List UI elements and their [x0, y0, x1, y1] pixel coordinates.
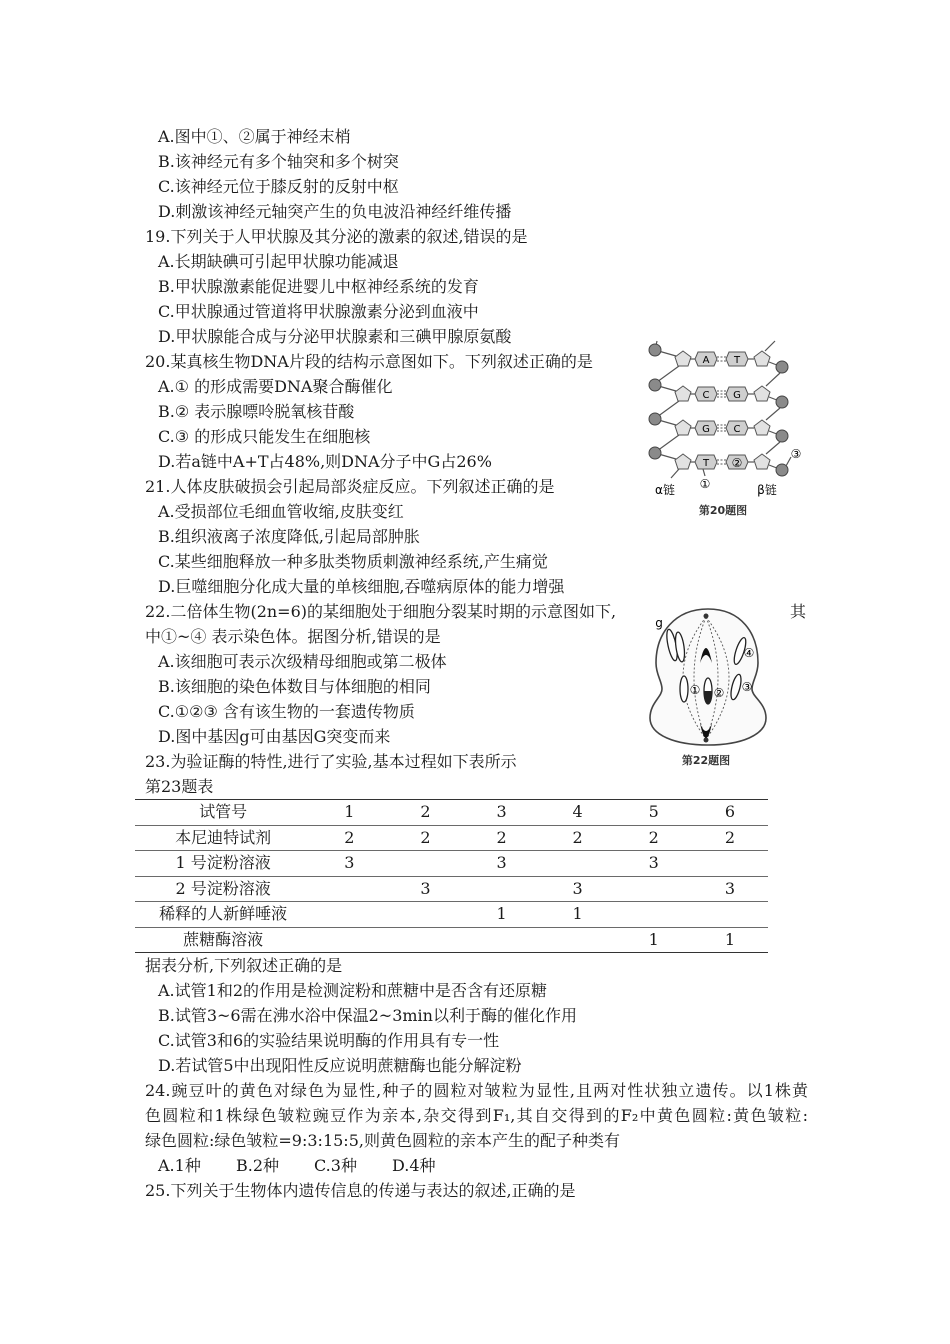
chromosome-1	[680, 676, 688, 702]
q18-option-d: D.刺激该神经元轴突产生的负电波沿神经纤维传播	[158, 202, 512, 221]
deoxyribose	[754, 351, 770, 366]
q18-option-c: C.该神经元位于膝反射的反射中枢	[158, 177, 399, 196]
gene-g-label: g	[655, 616, 663, 630]
table-row	[135, 927, 768, 953]
base-letter: G	[702, 424, 710, 435]
table-cell	[387, 902, 463, 928]
q18-option-a: A.图中①、②属于神经末梢	[158, 127, 351, 146]
q22-option-c: C.①②③ 含有该生物的一套遗传物质	[158, 702, 415, 721]
q22-option-a: A.该细胞可表示次级精母细胞或第二极体	[158, 652, 447, 671]
q24-stem-line-1	[0, 1078, 950, 1103]
table-cell: 1	[540, 902, 616, 928]
centriole-top	[704, 614, 709, 619]
table-cell	[540, 851, 616, 877]
alpha-strand-label: α链	[655, 483, 675, 497]
table-cell	[692, 851, 768, 877]
chromosome-3-label: ③	[741, 680, 753, 694]
phosphate	[649, 344, 661, 356]
table-header-cell: 6	[692, 800, 768, 826]
q23-option-b: B.试管3~6需在沸水浴中保温2~3min以利于酶的催化作用	[158, 1006, 577, 1025]
chromosome-1-label: ①	[689, 683, 701, 697]
q22-option-d: D.图中基因g可由基因G突变而来	[158, 727, 391, 746]
deoxyribose	[754, 386, 770, 401]
q22-stem-line-2: 中①~④ 表示染色体。据图分析,错误的是	[145, 627, 441, 646]
base-letter: C	[733, 424, 741, 435]
table-header-cell: 3	[463, 800, 539, 826]
base-letter: T	[702, 458, 710, 469]
base-letter: G	[733, 390, 741, 401]
base-pair-row	[649, 447, 788, 478]
deoxyribose	[675, 454, 691, 469]
q19-option-c: C.甲状腺通过管道将甲状腺激素分泌到血液中	[158, 302, 479, 321]
q22-stem-text: 22.二倍体生物(2n=6)的某细胞处于细胞分裂某时期的示意图如下,	[145, 602, 617, 621]
table-row-label: 2 号淀粉溶液	[135, 876, 311, 902]
table-cell	[463, 876, 539, 902]
base-letter: T	[733, 355, 741, 366]
marker-2-label: ②	[731, 456, 743, 470]
q22-stem-line-end: 其	[790, 602, 807, 621]
q20-option-d: D.若a链中A+T占48%,则DNA分子中G占26%	[158, 452, 492, 471]
q24-option-b: B.2种	[236, 1156, 280, 1175]
chromosome-4-label: ④	[743, 646, 755, 660]
deoxyribose	[675, 351, 691, 366]
table-cell	[616, 902, 692, 928]
q24-option-a: A.1种	[158, 1156, 201, 1175]
table-cell	[463, 927, 539, 953]
beta-strand-label: β链	[757, 483, 777, 497]
table-cell: 2	[311, 825, 387, 851]
deoxyribose	[754, 420, 770, 435]
table-row	[135, 902, 768, 928]
phosphate	[776, 430, 788, 442]
table-header-cell: 1	[311, 800, 387, 826]
q22-option-b: B.该细胞的染色体数目与体细胞的相同	[158, 677, 431, 696]
q23-option-c: C.试管3和6的实验结果说明酶的作用具有专一性	[158, 1031, 500, 1050]
table-cell	[311, 927, 387, 953]
q24-stem-text-1: 24.豌豆叶的黄色对绿色为显性,种子的圆粒对皱粒为显性,且两对性状独立遗传。以1株黄	[145, 1081, 808, 1100]
base-pair-row	[649, 341, 788, 386]
centriole-bottom	[704, 738, 709, 743]
q21-stem: 21.人体皮肤破损会引起局部炎症反应。下列叙述正确的是	[145, 477, 555, 496]
q20-option-c: C.③ 的形成只能发生在细胞核	[158, 427, 371, 446]
phosphate	[776, 361, 788, 373]
deoxyribose	[675, 386, 691, 401]
q23-option-a: A.试管1和2的作用是检测淀粉和蔗糖中是否含有还原糖	[158, 981, 548, 1000]
table-cell	[616, 876, 692, 902]
phosphate	[649, 379, 661, 391]
table-cell: 2	[616, 825, 692, 851]
phosphate	[776, 396, 788, 408]
phosphate	[649, 413, 661, 425]
q24-option-c: C.3种	[314, 1156, 357, 1175]
table-row	[135, 825, 768, 851]
q24-options	[0, 1153, 950, 1178]
q23-table-caption: 第23题表	[145, 777, 214, 796]
q25-stem: 25.下列关于生物体内遗传信息的传递与表达的叙述,正确的是	[145, 1181, 576, 1200]
table-row	[135, 851, 768, 877]
q19-option-a: A.长期缺碘可引起甲状腺功能减退	[158, 252, 399, 271]
deoxyribose	[754, 454, 770, 469]
table-cell	[540, 927, 616, 953]
table-header-row	[135, 800, 768, 826]
table-cell: 2	[387, 825, 463, 851]
table-cell: 1	[463, 902, 539, 928]
q19-stem: 19.下列关于人甲状腺及其分泌的激素的叙述,错误的是	[145, 227, 528, 246]
q23-prompt: 据表分析,下列叙述正确的是	[145, 956, 343, 975]
table-row-label: 1 号淀粉溶液	[135, 851, 311, 877]
table-cell: 2	[463, 825, 539, 851]
table-cell: 3	[692, 876, 768, 902]
deoxyribose	[675, 420, 691, 435]
q21-option-c: C.某些细胞释放一种多肽类物质刺激神经系统,产生痛觉	[158, 552, 548, 571]
q22-stem-line-1	[0, 599, 950, 624]
table-cell: 2	[540, 825, 616, 851]
table-header-cell: 试管号	[135, 800, 311, 826]
q24-stem-line-2	[0, 1103, 950, 1128]
table-cell: 3	[540, 876, 616, 902]
q21-option-b: B.组织液离子浓度降低,引起局部肿胀	[158, 527, 420, 546]
dna-structure-figure	[643, 338, 803, 522]
q23-option-d: D.若试管5中出现阳性反应说明蔗糖酶也能分解淀粉	[158, 1056, 522, 1075]
q18-option-b: B.该神经元有多个轴突和多个树突	[158, 152, 399, 171]
cell-division-figure	[646, 603, 770, 769]
figure-22-caption: 第22题图	[681, 754, 731, 767]
table-cell: 3	[616, 851, 692, 877]
q21-option-a: A.受损部位毛细血管收缩,皮肤变红	[158, 502, 404, 521]
question-flow	[0, 124, 950, 1203]
table-cell: 3	[387, 876, 463, 902]
base-letter: A	[702, 355, 710, 366]
table-cell	[311, 902, 387, 928]
phosphate	[649, 447, 661, 459]
q24-option-d: D.4种	[392, 1156, 436, 1175]
table-row-label: 蔗糖酶溶液	[135, 927, 311, 953]
table-header-cell: 4	[540, 800, 616, 826]
q20-option-b: B.② 表示腺嘌呤脱氧核苷酸	[158, 402, 355, 421]
base-letter: C	[702, 390, 710, 401]
q19-option-d: D.甲状腺能合成与分泌甲状腺素和三碘甲腺原氨酸	[158, 327, 512, 346]
table-cell: 1	[616, 927, 692, 953]
table-cell: 3	[463, 851, 539, 877]
table-cell: 3	[311, 851, 387, 877]
table-cell	[311, 876, 387, 902]
table-cell	[387, 851, 463, 877]
q24-stem-line-3: 绿色圆粒:绿色皱粒=9:3:15:5,则黄色圆粒的亲本产生的配子种类有	[145, 1131, 620, 1150]
marker-3-label: ③	[790, 447, 802, 461]
q21-option-d: D.巨噬细胞分化成大量的单核细胞,吞噬病原体的能力增强	[158, 577, 565, 596]
table-cell	[692, 902, 768, 928]
q23-stem: 23.为验证酶的特性,进行了实验,基本过程如下表所示	[145, 752, 517, 771]
q20-stem: 20.某真核生物DNA片段的结构示意图如下。下列叙述正确的是	[145, 352, 593, 371]
table-cell: 1	[692, 927, 768, 953]
q23-table	[135, 799, 768, 953]
table-header-cell: 2	[387, 800, 463, 826]
table-header-cell: 5	[616, 800, 692, 826]
q19-option-b: B.甲状腺激素能促进婴儿中枢神经系统的发育	[158, 277, 479, 296]
chromosome-2-label: ②	[713, 686, 725, 700]
q20-option-a: A.① 的形成需要DNA聚合酶催化	[158, 377, 393, 396]
cell-membrane	[650, 609, 766, 745]
marker-1-label: ①	[699, 477, 711, 491]
table-cell: 2	[692, 825, 768, 851]
figure-20-caption: 第20题图	[698, 504, 748, 517]
q24-stem-text-2: 色圆粒和1株绿色皱粒豌豆作为亲本,杂交得到F₁,其自交得到的F₂中黄色圆粒:黄色皱粒:	[145, 1106, 808, 1125]
table-cell	[387, 927, 463, 953]
table-row-label: 稀释的人新鲜唾液	[135, 902, 311, 928]
table-row-label: 本尼迪特试剂	[135, 825, 311, 851]
table-row	[135, 876, 768, 902]
